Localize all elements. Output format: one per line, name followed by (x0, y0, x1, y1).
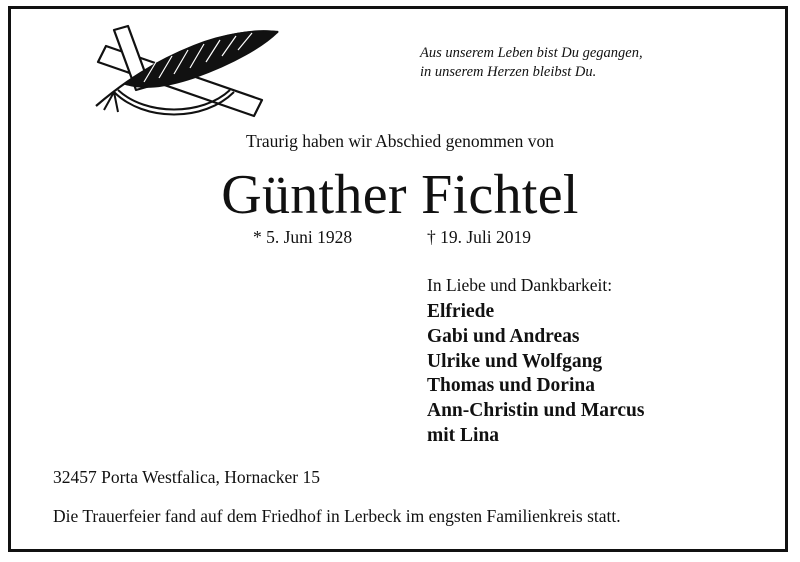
mourner-name: Elfriede (427, 301, 495, 322)
death-date: † 19. Juli 2019 (427, 227, 532, 247)
mourner-name: Ann-Christin und Marcus (427, 400, 645, 422)
funeral-notice: Die Trauerfeier fand auf dem Friedhof in Lerbeck im engsten Familienkreis statt. (53, 506, 621, 526)
mourner-name: mit Lina (427, 424, 500, 446)
deceased-name: Günther Fichtel (221, 164, 579, 226)
memorial-verse (420, 44, 643, 82)
family-address: 32457 Porta Westfalica, Hornacker 15 (53, 467, 321, 487)
mourners-list (427, 300, 644, 449)
verse-line-2: in unserem Herzen bleibst Du. (420, 64, 597, 80)
birth-date: * 5. Juni 1928 (253, 227, 353, 247)
thanks-line: In Liebe und Dankbarkeit: (427, 275, 613, 295)
mourner-name: Gabi und Andreas (427, 325, 580, 347)
cross-with-feather-icon (84, 22, 280, 122)
intro-text: Traurig haben wir Abschied genommen von (246, 131, 554, 151)
mourner-name: Ulrike und Wolfgang (427, 350, 603, 372)
mourner-name: Thomas und Dorina (427, 375, 595, 397)
verse-line-1: Aus unserem Leben bist Du gegangen, (420, 45, 643, 61)
